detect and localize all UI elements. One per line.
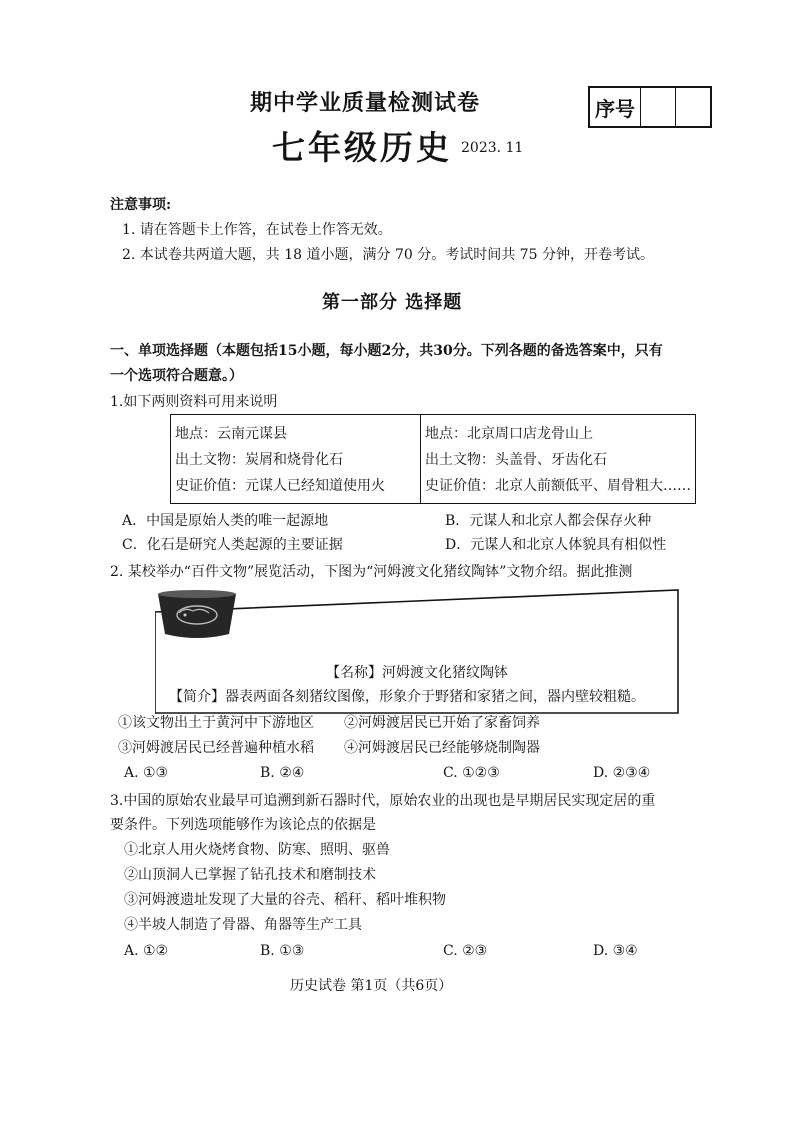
q1-option-a[interactable]: A．中国是原始人类的唯一起源地 <box>122 513 329 529</box>
q1-option-d[interactable]: D．元谋人和北京人体貌具有相似性 <box>445 537 667 553</box>
q1-info-table <box>170 414 696 504</box>
q3-statement-4: ④半坡人制造了骨器、角器等生产工具 <box>124 917 362 933</box>
sequence-label: 序号 <box>590 88 641 126</box>
notice-heading: 注意事项: <box>110 197 172 213</box>
q2-option-c[interactable]: C. ①②③ <box>443 765 500 781</box>
q1-left-line-2: 出土文物：炭屑和烧骨化石 <box>175 452 343 468</box>
q1-option-b[interactable]: B．元谋人和北京人都会保存火种 <box>445 513 652 529</box>
q3-statement-3: ③河姆渡遗址发现了大量的谷壳、稻秆、稻叶堆积物 <box>124 892 446 908</box>
section-title: 第一部分 选择题 <box>322 292 463 313</box>
q3-stem-line2: 要条件。下列选项能够作为该论点的依据是 <box>110 817 376 833</box>
notice-item-2: 2. 本试卷共两道大题，共 18 道小题，满分 70 分。考试时间共 75 分钟，开卷考试。 <box>122 247 654 263</box>
section-instruction-line2: 一个选项符合题意。） <box>110 368 243 384</box>
q3-statement-2: ②山顶洞人已掌握了钻孔技术和磨制技术 <box>124 867 376 883</box>
subject-title: 七年级历史 <box>272 128 452 167</box>
q1-right-line-2: 出土文物：头盖骨、牙齿化石 <box>425 452 607 468</box>
exam-title: 期中学业质量检测试卷 <box>250 90 481 116</box>
q3-stem-line1: 3.中国的原始农业最早可追溯到新石器时代，原始农业的出现也是早期居民实现定居的重 <box>110 793 656 809</box>
page-footer: 历史试卷 第1页（共6页） <box>290 978 453 994</box>
section-instruction-line1: 一、单项选择题（本题包括15小题，每小题2分，共30分。下列各题的备选答案中，只有 <box>110 343 663 359</box>
q1-left-line-1: 地点：云南元谋县 <box>175 426 287 442</box>
artifact-name: 【名称】河姆渡文化猪纹陶钵 <box>326 665 508 681</box>
q2-stem: 2. 某校举办“百件文物”展览活动，下图为“河姆渡文化猪纹陶钵”文物介绍。据此推测 <box>110 564 633 580</box>
q2-artifact-card <box>155 588 679 714</box>
q3-statement-1: ①北京人用火烧烤食物、防寒、照明、驱兽 <box>124 842 390 858</box>
q1-right-line-1: 地点：北京周口店龙骨山上 <box>425 426 593 442</box>
pottery-bowl-image <box>155 588 239 642</box>
q1-left-line-3: 史证价值：元谋人已经知道使用火 <box>175 478 385 494</box>
q2-statement-4: ④河姆渡居民已经能够烧制陶器 <box>344 740 540 756</box>
q3-option-d[interactable]: D. ③④ <box>593 943 638 959</box>
q1-stem: 1.如下两则资料可用来说明 <box>110 394 278 410</box>
sequence-cell-1[interactable] <box>641 88 676 126</box>
q3-option-c[interactable]: C. ②③ <box>443 943 488 959</box>
q3-option-a[interactable]: A. ①② <box>124 943 169 959</box>
sequence-cell-2[interactable] <box>676 88 710 126</box>
q2-option-d[interactable]: D. ②③④ <box>593 765 651 781</box>
q2-statement-1: ①该文物出土于黄河中下游地区 <box>118 715 314 731</box>
artifact-intro: 【简介】器表两面各刻猪纹图像，形象介于野猪和家猪之间，器内壁较粗糙。 <box>169 689 645 705</box>
q2-statement-3: ③河姆渡居民已经普遍种植水稻 <box>118 740 314 756</box>
q3-option-b[interactable]: B. ①③ <box>260 943 305 959</box>
q1-table-left-cell <box>171 415 421 504</box>
sequence-number-box <box>588 86 712 128</box>
q1-right-line-3: 史证价值：北京人前额低平、眉骨粗大…… <box>425 478 691 494</box>
exam-date: 2023. 11 <box>461 140 524 156</box>
q1-option-c[interactable]: C．化石是研究人类起源的主要证据 <box>122 537 343 553</box>
q1-table-right-cell <box>421 415 696 504</box>
q2-statement-2: ②河姆渡居民已开始了家畜饲养 <box>344 715 540 731</box>
q2-option-a[interactable]: A. ①③ <box>124 765 169 781</box>
notice-item-1: 1. 请在答题卡上作答，在试卷上作答无效。 <box>122 222 392 238</box>
q2-option-b[interactable]: B. ②④ <box>260 765 305 781</box>
